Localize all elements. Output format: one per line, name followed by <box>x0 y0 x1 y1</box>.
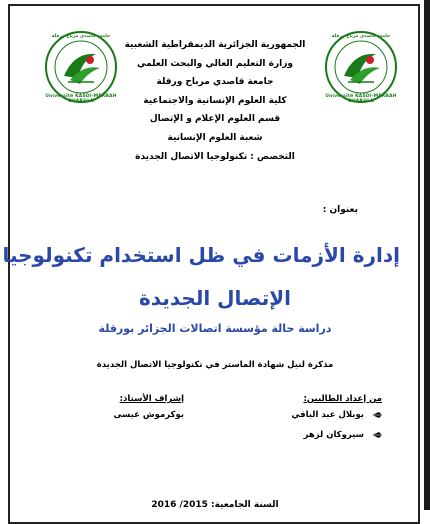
student-row <box>291 410 382 420</box>
title-label: بعنوان : <box>322 205 358 215</box>
case-study-subtitle: دراسة حالة مؤسسة اتصالات الجزائر بورقلة <box>98 322 332 335</box>
logo-latin-text: Université KASDI-MERBAH OUARGLA <box>325 94 397 104</box>
university-seal-icon <box>44 30 118 104</box>
memo-statement: مذكرة لنيل شهادة الماستر في تكنولوجيا الاتصال الجديدة <box>96 360 334 370</box>
header-university: جامعة قاصدي مرباح ورقلة <box>156 77 274 88</box>
students-label: من إعداد الطالبين: <box>303 394 382 404</box>
logo-arabic-text: جامعة قاصدي مرباح ورقلة <box>51 34 111 39</box>
university-logo-right <box>324 30 398 104</box>
thesis-title-line-2: الإتصال الجديدة <box>139 286 291 310</box>
supervisor-label: إشراف الأستاذ: <box>119 394 184 404</box>
thesis-title-line-1: إدارة الأزمات في ظل استخدام تكنولوجيا <box>2 243 400 267</box>
supervisor-name: بوكرموش عيسى <box>113 410 184 420</box>
header-department: قسم العلوم الإعلام و الإتصال <box>149 114 281 125</box>
pen-bullet-icon <box>372 431 382 439</box>
header-faculty: كلية العلوم الإنسانية والاجتماعية <box>143 95 287 106</box>
header-specialty: التخصص : تكنولوجيا الاتصال الجديدة <box>135 151 295 162</box>
logo-latin-text: Université KASDI-MERBAH OUARGLA <box>45 94 117 104</box>
student-row <box>304 430 382 440</box>
academic-year: السنة الجامعية: 2015/ 2016 <box>151 500 279 510</box>
university-logo-left <box>44 30 118 104</box>
university-seal-icon <box>324 30 398 104</box>
pen-bullet-icon <box>372 411 382 419</box>
institution-header <box>120 36 310 166</box>
student-name: سيروكان لزهر <box>303 430 364 440</box>
header-republic: الجمهورية الجزائرية الديمقراطية الشعبية <box>124 40 306 50</box>
header-branch: شعبة العلوم الإنسانية <box>167 132 263 143</box>
logo-arabic-text: جامعة قاصدي مرباح ورقلة <box>331 34 391 39</box>
window-edge <box>424 0 430 510</box>
student-name: بوبلال عبد الباقي <box>291 410 364 420</box>
header-ministry: وزارة التعليم العالي والبحث العلمي <box>136 58 294 69</box>
